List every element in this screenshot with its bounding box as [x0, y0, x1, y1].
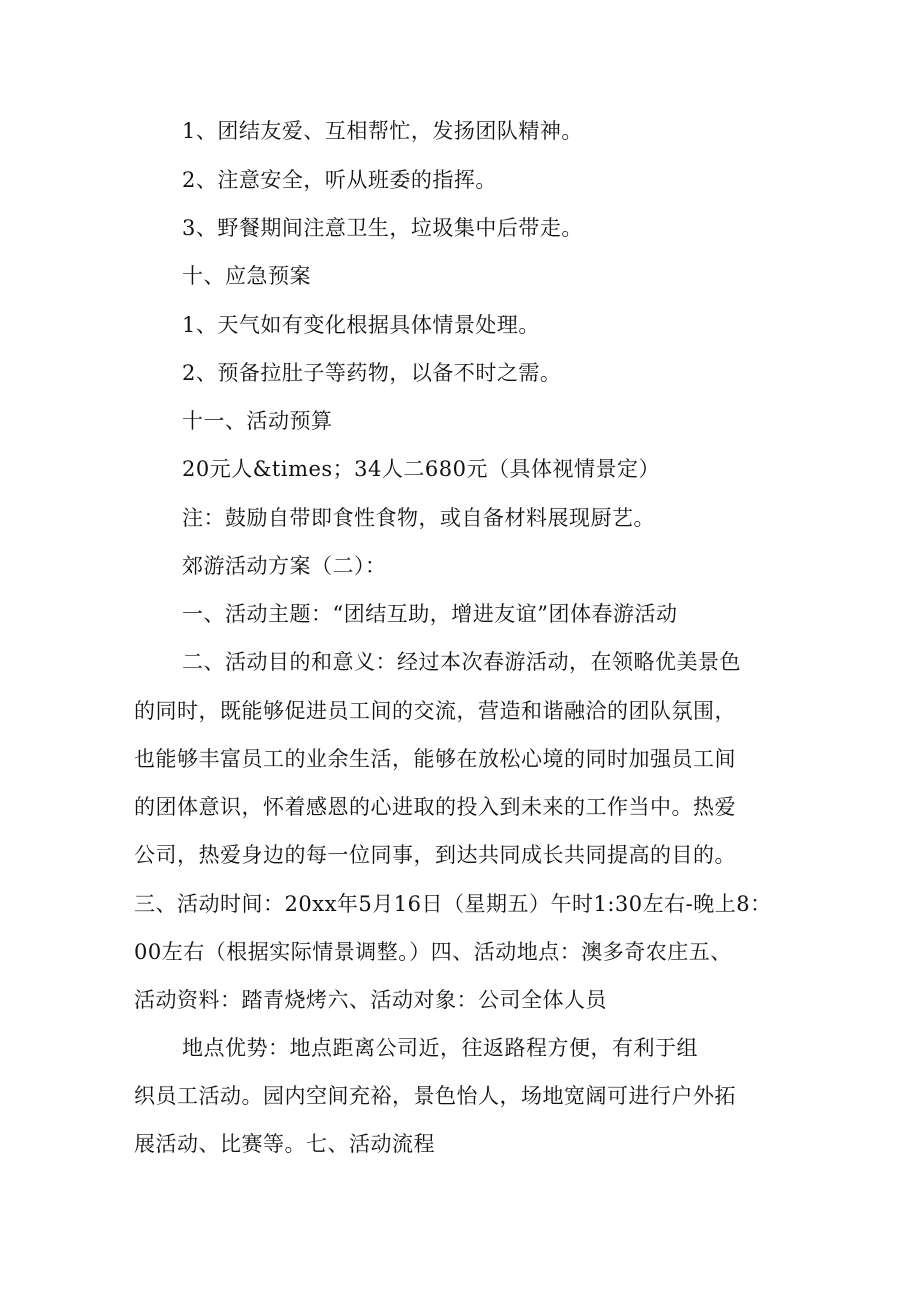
rule-1-unity: 1、团结友爱、互相帮忙，发扬团队精神。	[182, 119, 583, 143]
location-advantage-3: 展活动、比赛等。七、活动流程	[134, 1132, 435, 1156]
budget-line: 20元人&times；34人二680元（具体视情景定）	[182, 457, 660, 481]
time-line-2: 00左右（根据实际情景调整。）四、活动地点：澳多奇农庄五、	[134, 940, 732, 964]
plan-two-title: 郊游活动方案（二）：	[182, 554, 387, 578]
emergency-item-2: 2、预备拉肚子等药物，以备不时之需。	[182, 361, 562, 385]
time-line-1: 三、活动时间：20xx年5月16日（星期五）午时1:30左右-晚上8：	[134, 892, 772, 916]
purpose-line-2: 的同时，既能够促进员工间的交流，营造和谐融洽的团队氛围，	[134, 699, 736, 723]
purpose-line-4: 的团体意识，怀着感恩的心进取的投入到未来的工作当中。热爱	[134, 795, 736, 819]
rule-2-safety: 2、注意安全，听从班委的指挥。	[182, 168, 497, 192]
section-10-heading: 十、应急预案	[182, 264, 311, 288]
emergency-item-1: 1、天气如有变化根据具体情景处理。	[182, 313, 540, 337]
budget-note: 注：鼓励自带即食性食物，或自备材料展现厨艺。	[182, 506, 655, 530]
location-advantage-2: 织员工活动。园内空间充裕，景色怡人，场地宽阔可进行户外拓	[134, 1084, 736, 1108]
theme-line: 一、活动主题：“团结互助，增进友谊”团体春游活动	[182, 602, 678, 626]
section-11-heading: 十一、活动预算	[182, 409, 333, 433]
rule-3-hygiene: 3、野餐期间注意卫生，垃圾集中后带走。	[182, 216, 583, 240]
location-advantage-1: 地点优势：地点距离公司近，往返路程方便，有利于组	[182, 1036, 698, 1060]
purpose-line-1: 二、活动目的和意义：经过本次春游活动，在领略优美景色	[182, 650, 741, 674]
purpose-line-3: 也能够丰富员工的业余生活，能够在放松心境的同时加强员工间	[134, 747, 736, 771]
purpose-line-5: 公司，热爱身边的每一位同事，到达共同成长共同提高的目的。	[134, 843, 736, 867]
content-line: 活动资料：踏青烧烤六、活动对象：公司全体人员	[134, 988, 607, 1012]
